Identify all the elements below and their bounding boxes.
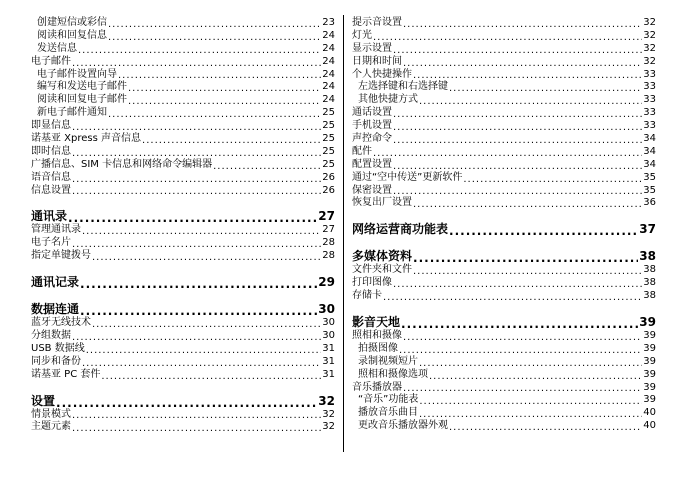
toc-entry[interactable] [352, 290, 656, 303]
toc-column-left [31, 17, 335, 434]
toc-entry-page: 39 [643, 368, 656, 380]
toc-entry-page: 38 [643, 277, 656, 289]
toc-entry[interactable] [352, 330, 656, 343]
toc-entry-page: 26 [322, 171, 335, 183]
toc-entry[interactable] [31, 409, 335, 422]
leader-dots [449, 84, 642, 94]
toc-entry-title: 日期和时间 [352, 55, 402, 67]
toc-entry-page: 24 [322, 29, 335, 41]
toc-entry-title: 广播信息、SIM 卡信息和网络命令编辑器 [31, 158, 213, 170]
leader-dots [108, 110, 321, 120]
leader-dots [403, 333, 642, 343]
leader-dots [56, 397, 317, 409]
toc-entry-page: 33 [643, 68, 656, 80]
toc-entry-title: 电子邮件 [31, 55, 71, 67]
toc-entry-title: 发送信息 [37, 42, 77, 54]
toc-entry-title: 主题元素 [31, 421, 71, 433]
toc-entry-title: 通过“空中传送”更新软件 [352, 171, 463, 183]
toc-entry-title: 即显信息 [31, 120, 71, 132]
toc-entry[interactable] [352, 30, 656, 43]
toc-entry-page: 32 [643, 55, 656, 67]
toc-entry-title: 提示音设置 [352, 16, 402, 28]
leader-dots [80, 278, 317, 290]
toc-section-heading[interactable] [31, 302, 335, 317]
toc-entry-page: 32 [318, 393, 335, 408]
leader-dots [118, 71, 321, 81]
leader-dots [92, 320, 321, 330]
toc-entry-page: 26 [322, 184, 335, 196]
toc-entry-page: 40 [643, 420, 656, 432]
toc-entry-title: 照相和摄像 [352, 330, 402, 342]
toc-entry-page: 32 [322, 421, 335, 433]
toc-entry[interactable] [352, 81, 656, 94]
toc-entry-title: 分组数据 [31, 330, 71, 342]
leader-dots [72, 424, 321, 434]
toc-section-heading[interactable] [352, 222, 656, 237]
toc-entry[interactable] [31, 172, 335, 185]
toc-section-heading[interactable] [31, 394, 335, 409]
toc-entry[interactable] [31, 81, 335, 94]
toc-entry-title: 多媒体资料 [352, 249, 413, 264]
leader-dots [86, 346, 322, 356]
toc-entry-title: 编写和发送电子邮件 [37, 81, 127, 93]
leader-dots [72, 59, 321, 69]
toc-entry[interactable] [352, 407, 656, 420]
toc-entry-title: 阅读和回复电子邮件 [37, 94, 127, 106]
toc-entry-title: 设置 [31, 393, 56, 408]
toc-entry[interactable] [31, 43, 335, 56]
leader-dots [72, 149, 321, 159]
toc-entry-title: 同步和备份 [31, 355, 81, 367]
toc-entry-title: 拍摄图像 [358, 342, 398, 354]
leader-dots [101, 372, 321, 382]
toc-entry-page: 35 [643, 184, 656, 196]
toc-section-heading[interactable] [31, 275, 335, 290]
toc-entry-title: 左选择键和右选择键 [358, 81, 448, 93]
toc-entry-page: 31 [322, 355, 335, 367]
toc-entry-title: 诺基亚 PC 套件 [31, 368, 101, 380]
toc-entry-page: 37 [639, 222, 656, 237]
leader-dots [78, 46, 321, 56]
leader-dots [403, 384, 642, 394]
toc-entry-page: 32 [643, 42, 656, 54]
toc-entry[interactable] [352, 420, 656, 433]
toc-entry[interactable] [31, 250, 335, 263]
toc-entry-title: 恢复出厂设置 [352, 197, 412, 209]
toc-entry-page: 24 [322, 94, 335, 106]
leader-dots [72, 123, 321, 133]
leader-dots [463, 175, 642, 185]
toc-section-heading[interactable] [352, 249, 656, 264]
toc-entry-page: 30 [322, 330, 335, 342]
toc-entry[interactable] [352, 120, 656, 133]
toc-entry-page: 30 [322, 317, 335, 329]
toc-entry-title: 其他快捷方式 [358, 94, 418, 106]
toc-entry-page: 39 [639, 315, 656, 330]
toc-section-heading[interactable] [352, 315, 656, 330]
toc-entry-page: 34 [643, 133, 656, 144]
toc-entry-page: 31 [322, 368, 335, 380]
toc-entry-title: 网络运营商功能表 [352, 222, 449, 237]
leader-dots [393, 187, 642, 197]
toc-entry[interactable] [352, 197, 656, 210]
leader-dots [393, 136, 642, 146]
leader-dots [403, 20, 642, 30]
leader-dots [72, 333, 321, 343]
toc-entry[interactable] [31, 159, 335, 172]
leader-dots [72, 175, 321, 185]
toc-entry-page: 25 [322, 158, 335, 170]
leader-dots [393, 46, 642, 56]
toc-entry[interactable] [352, 394, 656, 407]
leader-dots [419, 410, 642, 420]
toc-entry-title: 显示设置 [352, 42, 392, 54]
toc-entry-page: 33 [643, 120, 656, 132]
toc-entry-page: 25 [322, 120, 335, 132]
toc-entry-page: 25 [322, 145, 335, 157]
toc-entry-page: 34 [643, 158, 656, 170]
toc-entry-title: 声控命令 [352, 133, 392, 144]
toc-entry[interactable] [31, 356, 335, 369]
leader-dots [108, 20, 321, 30]
leader-dots [449, 423, 642, 433]
leader-dots [393, 110, 642, 120]
toc-entry-page: 33 [643, 94, 656, 106]
toc-entry[interactable] [352, 43, 656, 56]
toc-entry-title: 配件 [352, 145, 372, 157]
leader-dots [80, 305, 317, 317]
toc-entry-title: 通话设置 [352, 107, 392, 119]
leader-dots [403, 59, 642, 69]
toc-entry-page: 30 [318, 302, 335, 317]
column-divider [343, 15, 344, 452]
toc-entry[interactable] [352, 146, 656, 159]
toc-entry-page: 27 [322, 224, 335, 236]
toc-entry[interactable] [31, 317, 335, 330]
toc-entry[interactable] [352, 56, 656, 69]
leader-dots [128, 84, 321, 94]
leader-dots [82, 359, 321, 369]
toc-entry-page: 29 [318, 275, 335, 290]
toc-entry-page: 24 [322, 42, 335, 54]
leader-dots [68, 212, 317, 224]
toc-entry[interactable] [352, 382, 656, 395]
toc-entry[interactable] [31, 224, 335, 237]
leader-dots [393, 162, 642, 172]
toc-entry-title: 管理通讯录 [31, 224, 81, 236]
toc-entry[interactable] [352, 172, 656, 185]
toc-entry[interactable] [352, 343, 656, 356]
toc-entry[interactable] [352, 159, 656, 172]
toc-entry-title: 创建短信或彩信 [37, 16, 107, 28]
toc-entry-title: 电子名片 [31, 237, 71, 249]
leader-dots [72, 411, 321, 421]
toc-entry-title: 影音天地 [352, 315, 401, 330]
toc-entry-title: 手机设置 [352, 120, 392, 132]
toc-column-right [352, 17, 656, 433]
toc-entry-title: 新电子邮件通知 [37, 107, 107, 119]
toc-entry-page: 24 [322, 81, 335, 93]
toc-entry-page: 39 [643, 330, 656, 342]
toc-entry-title: 音乐播放器 [352, 381, 402, 393]
toc-entry[interactable] [31, 330, 335, 343]
leader-dots [213, 162, 321, 172]
toc-entry-page: 33 [643, 107, 656, 119]
toc-entry[interactable] [31, 56, 335, 69]
leader-dots [413, 252, 638, 264]
toc-entry[interactable] [352, 94, 656, 107]
toc-entry-page: 39 [643, 342, 656, 354]
toc-entry-page: 32 [643, 29, 656, 41]
toc-entry-title: 存储卡 [352, 290, 382, 302]
leader-dots [128, 97, 321, 107]
leader-dots [401, 318, 638, 330]
toc-entry-title: 录制视频短片 [358, 355, 418, 367]
leader-dots [413, 200, 642, 210]
toc-entry-title: USB 数据线 [31, 342, 85, 354]
toc-entry[interactable] [31, 421, 335, 434]
toc-entry-page: 32 [322, 408, 335, 420]
leader-dots [449, 225, 638, 237]
toc-entry-page: 24 [322, 68, 335, 80]
toc-entry[interactable] [31, 146, 335, 159]
toc-entry-page: 38 [643, 264, 656, 276]
toc-entry-page: 33 [643, 81, 656, 93]
leader-dots [92, 253, 321, 263]
toc-entry[interactable] [352, 107, 656, 120]
toc-entry[interactable] [352, 69, 656, 82]
toc-entry[interactable] [31, 237, 335, 250]
toc-entry-title: 灯光 [352, 29, 372, 41]
toc-entry-page: 38 [643, 290, 656, 302]
leader-dots [108, 33, 321, 43]
toc-entry-page: 39 [643, 394, 656, 406]
leader-dots [413, 71, 642, 81]
toc-entry-title: 个人快捷操作 [352, 68, 412, 80]
toc-entry-title: 配置设置 [352, 158, 392, 170]
toc-entry[interactable] [31, 185, 335, 198]
leader-dots [393, 123, 642, 133]
toc-entry-title: 即时信息 [31, 145, 71, 157]
toc-entry-title: 文件夹和文件 [352, 264, 412, 276]
toc-entry[interactable] [352, 369, 656, 382]
toc-entry-page: 23 [322, 16, 335, 28]
toc-entry-page: 39 [643, 355, 656, 367]
toc-entry[interactable] [352, 133, 656, 146]
toc-entry-page: 24 [322, 55, 335, 67]
toc-entry-title: 保密设置 [352, 184, 392, 196]
toc-entry-page: 28 [322, 237, 335, 249]
toc-entry-page: 25 [322, 133, 335, 144]
leader-dots [399, 346, 642, 356]
leader-dots [373, 33, 642, 43]
toc-entry-title: 播放音乐曲目 [358, 407, 418, 419]
toc-section-heading[interactable] [31, 209, 335, 224]
leader-dots [419, 397, 642, 407]
toc-entry-title: 语音信息 [31, 171, 71, 183]
toc-entry[interactable] [31, 120, 335, 133]
toc-entry[interactable] [352, 356, 656, 369]
toc-entry[interactable] [31, 30, 335, 43]
toc-entry-title: 打印图像 [352, 277, 392, 289]
toc-entry-title: 更改音乐播放器外观 [358, 420, 448, 432]
toc-entry[interactable] [352, 185, 656, 198]
leader-dots [413, 267, 642, 277]
toc-entry-page: 39 [643, 381, 656, 393]
toc-entry-title: 阅读和回复信息 [37, 29, 107, 41]
leader-dots [82, 227, 321, 237]
toc-entry[interactable] [31, 17, 335, 30]
toc-entry[interactable] [352, 17, 656, 30]
toc-entry-page: 25 [322, 107, 335, 119]
toc-entry-page: 40 [643, 407, 656, 419]
leader-dots [72, 187, 321, 197]
toc-entry-page: 27 [318, 209, 335, 224]
toc-entry-page: 35 [643, 171, 656, 183]
leader-dots [419, 97, 642, 107]
toc-entry[interactable] [31, 94, 335, 107]
toc-entry[interactable] [31, 107, 335, 120]
toc-entry-title: 蓝牙无线技术 [31, 317, 91, 329]
toc-entry-title: 电子邮件设置向导 [37, 68, 117, 80]
toc-entry-title: 照相和摄像选项 [358, 368, 428, 380]
toc-entry[interactable] [352, 264, 656, 277]
toc-entry-page: 36 [643, 197, 656, 209]
toc-entry-page: 31 [322, 342, 335, 354]
toc-entry-title: 指定单键拨号 [31, 250, 91, 262]
leader-dots [429, 372, 642, 382]
toc-entry-title: 诺基亚 Xpress 声音信息 [31, 133, 142, 144]
toc-entry-title: “音乐”功能表 [358, 394, 419, 406]
toc-entry-page: 34 [643, 145, 656, 157]
toc-entry[interactable] [31, 69, 335, 82]
toc-entry-page: 28 [322, 250, 335, 262]
leader-dots [142, 136, 321, 146]
toc-entry-title: 情景模式 [31, 408, 71, 420]
toc-entry[interactable] [31, 369, 335, 382]
toc-entry-page: 32 [643, 16, 656, 28]
leader-dots [72, 240, 321, 250]
leader-dots [419, 359, 642, 369]
leader-dots [393, 280, 642, 290]
toc-entry[interactable] [31, 133, 335, 146]
leader-dots [383, 293, 642, 303]
leader-dots [373, 149, 642, 159]
toc-entry[interactable] [352, 277, 656, 290]
toc-entry-title: 信息设置 [31, 184, 71, 196]
toc-entry[interactable] [31, 343, 335, 356]
toc-entry-title: 数据连通 [31, 302, 80, 317]
toc-entry-title: 通讯记录 [31, 275, 80, 290]
toc-entry-title: 通讯录 [31, 209, 68, 224]
toc-entry-page: 38 [639, 249, 656, 264]
